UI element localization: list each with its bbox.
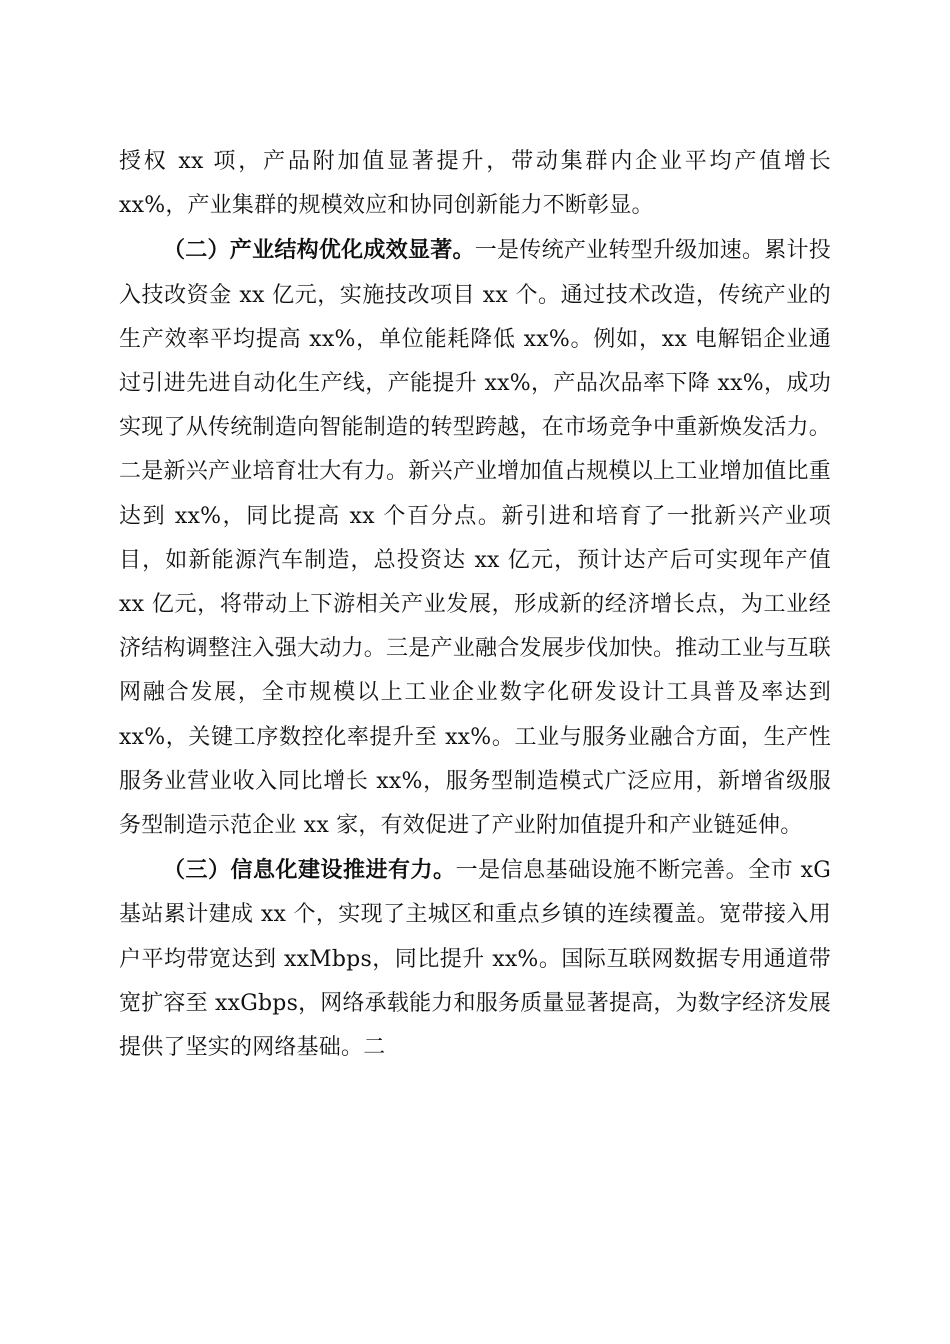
section-heading-3: （三）信息化建设推进有力。 — [163, 857, 456, 884]
paragraph-text: 一是信息基础设施不断完善。全市 xG 基站累计建成 xx 个，实现了主城区和重点乡镇的连续覆盖。宽带接入用户平均带宽达到 xxMbps，同比提升 xx%。国际互联网数据专用通道带宽扩容至 xxGbps，网络承载能力和服务质量显著提高，为数字经济发展提供了坚实的网络基础。二 — [119, 858, 832, 1061]
paragraph-section-3 — [119, 848, 831, 1070]
paragraph-continuation — [119, 140, 831, 228]
paragraph-text: 一是传统产业转型升级加速。累计投入技改资金 xx 亿元，实施技改项目 xx 个。通过技术改造，传统产业的生产效率平均提高 xx%，单位能耗降低 xx%。例如，xx 电解铝企业通过引进先进自动化生产线，产能提升 xx%，产品次品率下降 xx%，成功实现了从传统制造向智能制造的转型跨越，在市场竞争中重新焕发活力。二是新兴产业培育壮大有力。新兴产业增加值占规模以上工业增加值比重达到 xx%，同比提高 xx 个百分点。新引进和培育了一批新兴产业项目，如新能源汽车制造，总投资达 xx 亿元，预计达产后可实现年产值 xx 亿元，将带动上下游相关产业发展，形成新的经济增长点，为工业经济结构调整注入强大动力。三是产业融合发展步伐加快。推动工业与互联网融合发展，全市规模以上工业企业数字化研发设计工具普及率达到 xx%，关键工序数控化率提升至 xx%。工业与服务业融合方面，生产性服务业营业收入同比增长 xx%，服务型制造模式广泛应用，新增省级服务型制造示范企业 xx 家，有效促进了产业附加值提升和产业链延伸。 — [119, 238, 831, 839]
paragraph-section-2 — [119, 228, 831, 848]
document-body — [119, 140, 831, 1070]
section-heading-2: （二）产业结构优化成效显著。 — [163, 237, 475, 264]
paragraph-text: 授权 xx 项，产品附加值显著提升，带动集群内企业平均产值增长 xx%，产业集群的规模效应和协同创新能力不断彰显。 — [119, 149, 831, 219]
